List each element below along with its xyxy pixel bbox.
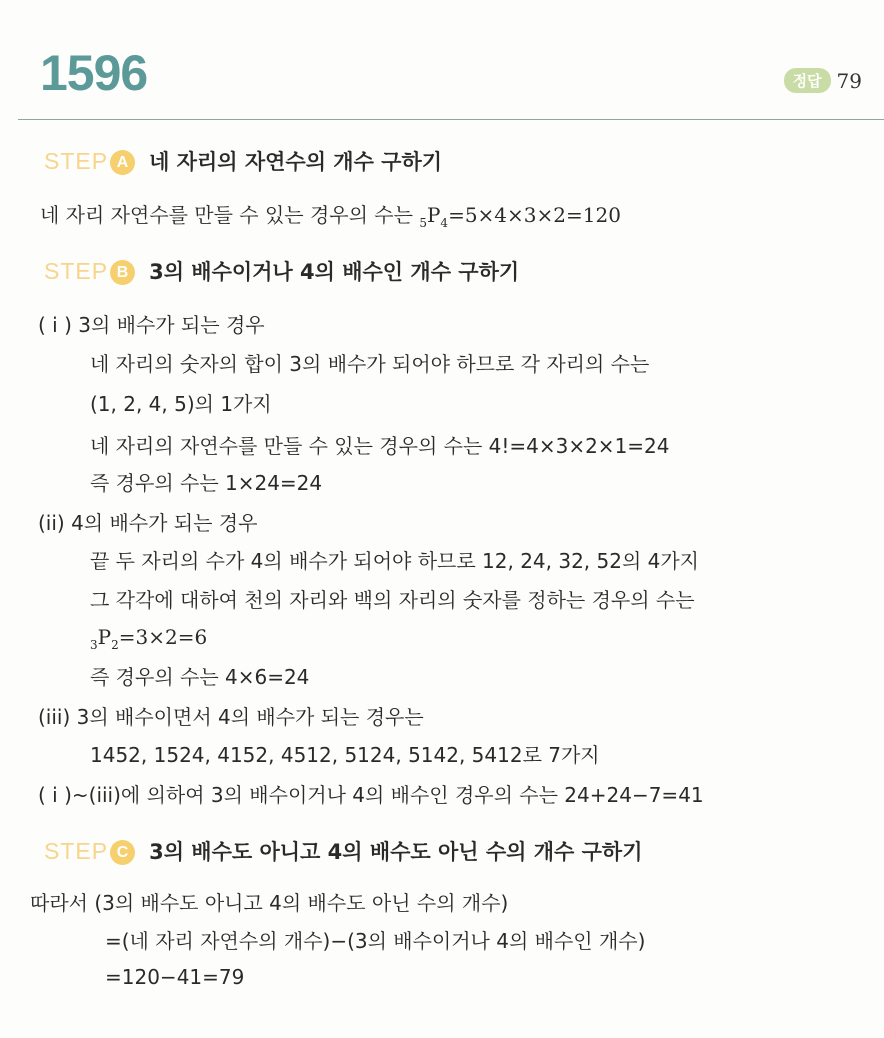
problem-number: 1596: [40, 45, 148, 101]
step-c-line-3: =120−41=79: [105, 965, 245, 989]
perm-symbol: P: [426, 203, 441, 227]
step-c-line-1: 따라서 (3의 배수도 아니고 4의 배수도 아닌 수의 개수): [30, 891, 509, 915]
case-2-line-3: [90, 622, 207, 660]
perm-r: 2: [111, 638, 119, 652]
perm-n: 3: [90, 638, 98, 652]
step-a-line-1: [40, 200, 621, 238]
case-2-line-2: 그 각각에 대하여 천의 자리와 백의 자리의 숫자를 정하는 경우의 수는: [90, 588, 695, 612]
case-1-line-1: 네 자리의 숫자의 합이 3의 배수가 되어야 하므로 각 자리의 수는: [90, 352, 650, 376]
case-1-line-3: 네 자리의 자연수를 만들 수 있는 경우의 수는 4!=4×3×2×1=24: [90, 434, 670, 458]
case-2-line-1: 끝 두 자리의 수가 4의 배수가 되어야 하므로 12, 24, 32, 52의 4가지: [90, 549, 700, 573]
step-a-text: 네 자리 자연수를 만들 수 있는 경우의 수는: [40, 203, 420, 227]
perm-symbol: P: [97, 625, 112, 649]
step-c-letter-icon: C: [110, 840, 135, 865]
step-b-label: STEP: [44, 258, 109, 284]
case-3-line-1: 1452, 1524, 4152, 4512, 5124, 5142, 5412로 7가지: [90, 743, 600, 767]
answer-value: 79: [836, 68, 862, 93]
step-b-title: 3의 배수이거나 4의 배수인 개수 구하기: [149, 260, 520, 284]
case-3-heading: (iii) 3의 배수이면서 4의 배수가 되는 경우는: [38, 705, 424, 729]
step-a-letter-icon: A: [110, 150, 135, 175]
step-c-label: STEP: [44, 838, 109, 864]
header-divider: [18, 119, 884, 120]
answer-badge: 정답: [784, 68, 831, 93]
perm-n: 5: [419, 216, 427, 230]
case-1-line-2: (1, 2, 4, 5)의 1가지: [90, 392, 272, 416]
step-c-line-2: =(네 자리 자연수의 개수)−(3의 배수이거나 4의 배수인 개수): [105, 929, 646, 953]
step-a-title: 네 자리의 자연수의 개수 구하기: [149, 150, 443, 174]
step-b-letter-icon: B: [110, 260, 135, 285]
perm-r: 4: [440, 216, 449, 230]
step-c-heading: [44, 836, 643, 867]
step-a-math: =5×4×3×2=120: [448, 203, 621, 227]
step-a-label: STEP: [44, 148, 109, 174]
case-2-math: =3×2=6: [118, 625, 208, 649]
step-c-title: 3의 배수도 아니고 4의 배수도 아닌 수의 개수 구하기: [149, 840, 643, 864]
step-a-heading: [44, 146, 442, 177]
case-1-heading: ( i ) 3의 배수가 되는 경우: [38, 313, 265, 337]
step-b-conclusion: ( i )~(iii)에 의하여 3의 배수이거나 4의 배수인 경우의 수는 24+24−7=41: [38, 783, 704, 807]
answer-tag: [784, 68, 862, 93]
case-2-line-4: 즉 경우의 수는 4×6=24: [90, 665, 310, 689]
case-2-heading: (ii) 4의 배수가 되는 경우: [38, 511, 258, 535]
case-1-line-4: 즉 경우의 수는 1×24=24: [90, 471, 323, 495]
step-b-heading: [44, 256, 519, 287]
